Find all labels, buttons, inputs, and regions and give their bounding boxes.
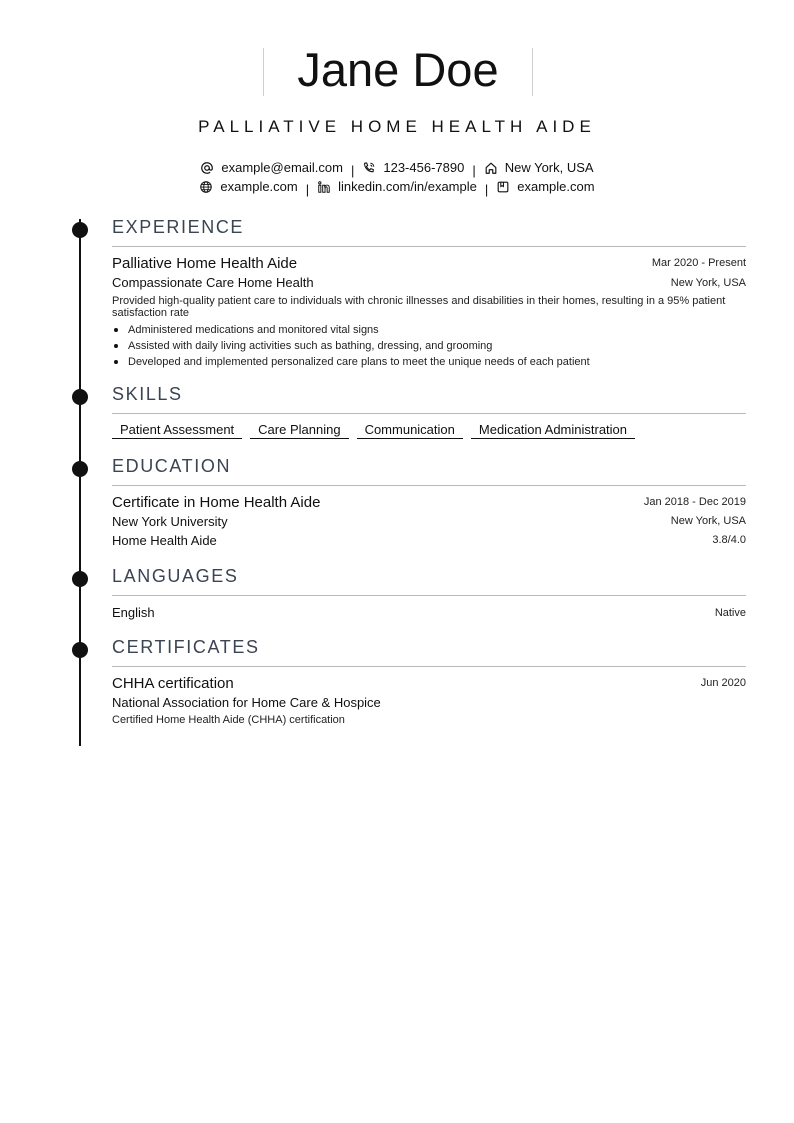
contact-phone[interactable] (362, 160, 464, 175)
job-bullets (112, 322, 746, 370)
section-heading: SKILLS (112, 384, 183, 404)
candidate-name: Jane Doe (297, 43, 499, 96)
job-dates: Mar 2020 - Present (651, 257, 746, 269)
company-row (112, 274, 746, 292)
certificates-section (112, 636, 746, 728)
skills-section (112, 383, 746, 441)
contact-email-text: example@email.com (221, 160, 343, 175)
list-item: Administered medications and monitored vital signs (112, 322, 746, 338)
company-name: Compassionate Care Home Health (112, 275, 314, 290)
section-heading: EDUCATION (112, 456, 232, 476)
phone-icon (362, 161, 376, 175)
timeline-dot (72, 461, 88, 477)
certificate-description: Certified Home Health Aide (CHHA) certification (112, 714, 345, 726)
timeline-dot (72, 222, 88, 238)
experience-section (112, 216, 746, 370)
field-of-study: Home Health Aide (112, 533, 217, 548)
portfolio-icon (496, 180, 510, 194)
timeline-line (79, 219, 81, 746)
school-location: New York, USA (670, 515, 746, 527)
school-name: New York University (112, 514, 228, 529)
separator: | (350, 162, 355, 178)
section-heading: CERTIFICATES (112, 637, 260, 657)
section-divider (112, 246, 746, 247)
timeline-dot (72, 571, 88, 587)
gpa: 3.8/4.0 (712, 534, 746, 546)
language-row (112, 604, 746, 622)
section-heading: LANGUAGES (112, 566, 239, 586)
skill-tag: Patient Assessment (112, 421, 242, 439)
linkedin-icon (317, 180, 331, 194)
degree-row (112, 493, 746, 512)
globe-icon (199, 180, 213, 194)
separator: | (472, 162, 476, 178)
skill-tag: Communication (357, 421, 463, 439)
separator: | (305, 181, 310, 197)
contact-website[interactable] (199, 179, 297, 194)
school-row (112, 512, 746, 531)
contact-line-2 (0, 179, 794, 197)
field-row (112, 531, 746, 550)
section-divider (112, 666, 746, 667)
timeline-dot (72, 389, 88, 405)
contact-location (484, 160, 594, 175)
education-section (112, 455, 746, 550)
skill-tag: Medication Administration (471, 421, 635, 439)
skill-tag: Care Planning (250, 421, 348, 439)
company-location: New York, USA (670, 277, 746, 289)
section-divider (112, 595, 746, 596)
section-divider (112, 413, 746, 414)
contact-portfolio-text: example.com (517, 179, 595, 194)
skills-list (112, 421, 746, 441)
job-row (112, 254, 746, 273)
degree-title: Certificate in Home Health Aide (112, 494, 321, 511)
languages-section (112, 565, 746, 622)
certificate-date: Jun 2020 (700, 677, 746, 689)
language-name: English (112, 605, 155, 620)
job-headline: PALLIATIVE HOME HEALTH AIDE (198, 117, 596, 136)
education-dates: Jan 2018 - Dec 2019 (643, 496, 746, 508)
certificate-name: CHHA certification (112, 675, 234, 692)
certificate-row (112, 674, 746, 693)
home-icon (484, 161, 498, 175)
contact-website-text: example.com (220, 179, 298, 194)
contact-phone-text: 123-456-7890 (383, 160, 465, 175)
at-icon (200, 161, 214, 175)
section-divider (112, 485, 746, 486)
list-item: Developed and implemented personalized care plans to meet the unique needs of each patient (112, 354, 746, 370)
name-frame (263, 43, 533, 96)
list-item: Assisted with daily living activities such as bathing, dressing, and grooming (112, 338, 746, 354)
job-description: Provided high-quality patient care to individuals with chronic illnesses and disabilities in their homes, resulting in a 95% patient satisfaction rate (112, 295, 726, 319)
section-heading: EXPERIENCE (112, 217, 245, 237)
contact-linkedin[interactable] (317, 179, 477, 194)
separator: | (484, 181, 489, 197)
contact-email[interactable] (200, 160, 343, 175)
language-level: Native (714, 607, 746, 619)
timeline-dot (72, 642, 88, 658)
contact-line-1 (0, 160, 794, 178)
job-title: Palliative Home Health Aide (112, 255, 298, 272)
contact-linkedin-text: linkedin.com/in/example (338, 179, 477, 194)
contact-portfolio[interactable] (496, 179, 594, 194)
contact-location-text: New York, USA (504, 160, 594, 175)
certificate-issuer: National Association for Home Care & Hospice (112, 695, 381, 710)
